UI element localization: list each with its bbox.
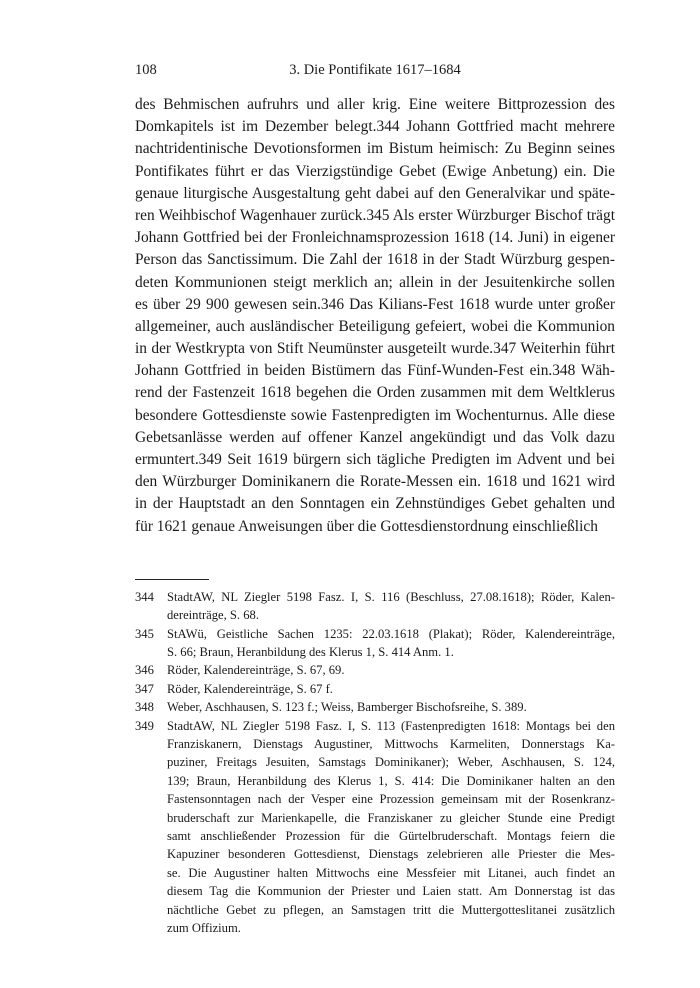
footnote bbox=[135, 661, 615, 679]
footnote-number: 349 bbox=[135, 718, 154, 733]
page-number: 108 bbox=[135, 62, 157, 78]
footnote-line: puziner, Freitags Jesuiten, Samstags Dominikaner); Weber, Aschhausen, S. 124, bbox=[167, 755, 615, 770]
footnote-number: 344 bbox=[135, 589, 154, 604]
body-line: ren Weihbischof Wagenhauer zurück.345 Als erster Würzburger Bischof trägt bbox=[135, 206, 615, 224]
body-line: rend der Fastenzeit 1618 begehen die Orden zusammen mit dem Weltklerus bbox=[135, 384, 615, 402]
footnote-text bbox=[167, 625, 615, 662]
footnote-line: samt anschließender Prozession für die Gürtelbruderschaft. Montags feiern die bbox=[167, 829, 615, 844]
footnote-number: 348 bbox=[135, 700, 154, 715]
footnote-line: 139; Braun, Heranbildung des Klerus 1, S. 414: Die Dominikaner halten an den bbox=[167, 773, 615, 788]
body-line: Pontifikates führt er das Vierzigstündige Gebet (Ewige Anbetung) ein. Die bbox=[135, 162, 615, 180]
body-line: Johann Gottfried in beiden Bistümern das Fünf-Wunden-Fest ein.348 Wäh- bbox=[135, 362, 615, 380]
footnote-line: StadtAW, NL Ziegler 5198 Fasz. I, S. 113 (Fastenpredigten 1618: Montags bei den bbox=[167, 718, 615, 733]
body-line: den Würzburger Dominikanern die Rorate-Messen ein. 1618 und 1621 wird bbox=[135, 473, 615, 491]
footnote-line: Fastensonntagen nach der Vesper eine Prozession gemeinsam mit der Rosenkranz- bbox=[167, 792, 615, 807]
body-text bbox=[135, 94, 615, 538]
footnote bbox=[135, 717, 615, 938]
footnote-line: S. 66; Braun, Heranbildung des Klerus 1, S. 414 Anm. 1. bbox=[167, 644, 454, 659]
book-page bbox=[135, 52, 615, 937]
footnote-line: zum Offizium. bbox=[167, 921, 241, 936]
footnote-line: nächtliche Gebet zu pflegen, an Samstagen tritt die Muttergotteslitanei zusätzlich bbox=[167, 902, 615, 917]
footnote-line: StAWü, Geistliche Sachen 1235: 22.03.1618 (Plakat); Röder, Kalendereinträge, bbox=[167, 626, 615, 641]
chapter-title: 3. Die Pontifikate 1617–1684 bbox=[289, 62, 461, 78]
footnote-line: StadtAW, NL Ziegler 5198 Fasz. I, S. 116 (Beschluss, 27.08.1618); Röder, Kalen- bbox=[167, 589, 615, 604]
body-line: Johann Gottfried bei der Fronleichnamsprozession 1618 (14. Juni) in eigener bbox=[135, 229, 615, 247]
body-line: besondere Gottesdienste sowie Fastenpredigten im Wochenturnus. Alle diese bbox=[135, 406, 615, 424]
footnote bbox=[135, 588, 615, 625]
footnote-text bbox=[167, 680, 615, 698]
footnote-line: dereinträge, S. 68. bbox=[167, 608, 259, 623]
footnote-line: Kapuziner besonderen Gottesdienst, Dienstags zelebrieren alle Priester die Mes- bbox=[167, 847, 615, 862]
footnote-line: Röder, Kalendereinträge, S. 67 f. bbox=[167, 681, 333, 696]
footnote-line: Weber, Aschhausen, S. 123 f.; Weiss, Bamberger Bischofsreihe, S. 389. bbox=[167, 700, 527, 715]
footnote-line: diesem Tag die Kommunion der Priester und Laien statt. Am Donnerstag ist das bbox=[167, 884, 615, 899]
body-line: allgemeiner, auch ausländischer Beteiligung gefeiert, wobei die Kommunion bbox=[135, 317, 615, 335]
body-line: in der Hauptstadt an den Sonntagen ein Zehnstündiges Gebet gehalten und bbox=[135, 495, 615, 513]
footnote-number: 345 bbox=[135, 626, 154, 641]
body-line: ermuntert.349 Seit 1619 bürgern sich tägliche Predigten im Advent und bei bbox=[135, 451, 615, 468]
body-line: genaue liturgische Ausgestaltung geht dabei auf den Generalvikar und späte- bbox=[135, 184, 615, 202]
footnotes bbox=[135, 588, 615, 938]
footnote-text bbox=[167, 717, 615, 938]
body-line: des Behmischen aufruhrs und aller krig. Eine weitere Bittprozession des bbox=[135, 96, 615, 113]
footnote-separator bbox=[135, 579, 209, 580]
body-line: deten Kommunionen steigt merklich an; allein in der Jesuitenkirche sollen bbox=[135, 273, 615, 291]
body-line: es über 29 900 gewesen sein.346 Das Kilians-Fest 1618 wurde unter großer bbox=[135, 295, 615, 313]
footnote-line: Franziskanern, Dienstags Augustiner, Mittwochs Karmeliten, Donnerstags Ka- bbox=[167, 737, 615, 751]
body-line: nachtridentinische Devotionsformen im Bistum heimisch: Zu Beginn seines bbox=[135, 140, 615, 158]
body-line: in der Westkrypta von Stift Neumünster ausgeteilt wurde.347 Weiterhin führt bbox=[135, 340, 615, 358]
footnote bbox=[135, 625, 615, 662]
footnote-line: se. Die Augustiner halten Mittwochs eine Messfeier mit Litanei, auch findet an bbox=[167, 865, 615, 880]
footnote-line: Röder, Kalendereinträge, S. 67, 69. bbox=[167, 663, 345, 678]
footnote-text bbox=[167, 661, 615, 679]
body-line: Person das Sanctissimum. Die Zahl der 1618 in der Stadt Würzburg gespen- bbox=[135, 251, 615, 269]
footnote bbox=[135, 680, 615, 698]
body-line: Domkapitels ist im Dezember belegt.344 Johann Gottfried macht mehrere bbox=[135, 118, 615, 136]
footnote-text bbox=[167, 698, 615, 716]
body-line: Gebetsanlässe werden auf offener Kanzel angekündigt und das Volk dazu bbox=[135, 428, 615, 446]
running-head bbox=[135, 52, 615, 78]
footnote-text bbox=[167, 588, 615, 625]
footnote-number: 346 bbox=[135, 663, 154, 678]
body-line: für 1621 genaue Anweisungen über die Gottesdienstordnung einschließlich bbox=[135, 517, 598, 535]
footnote-number: 347 bbox=[135, 681, 154, 696]
footnote-line: bruderschaft zur Marienkapelle, die Franziskaner zu gleicher Stunde eine Predigt bbox=[167, 810, 615, 825]
footnote bbox=[135, 698, 615, 716]
